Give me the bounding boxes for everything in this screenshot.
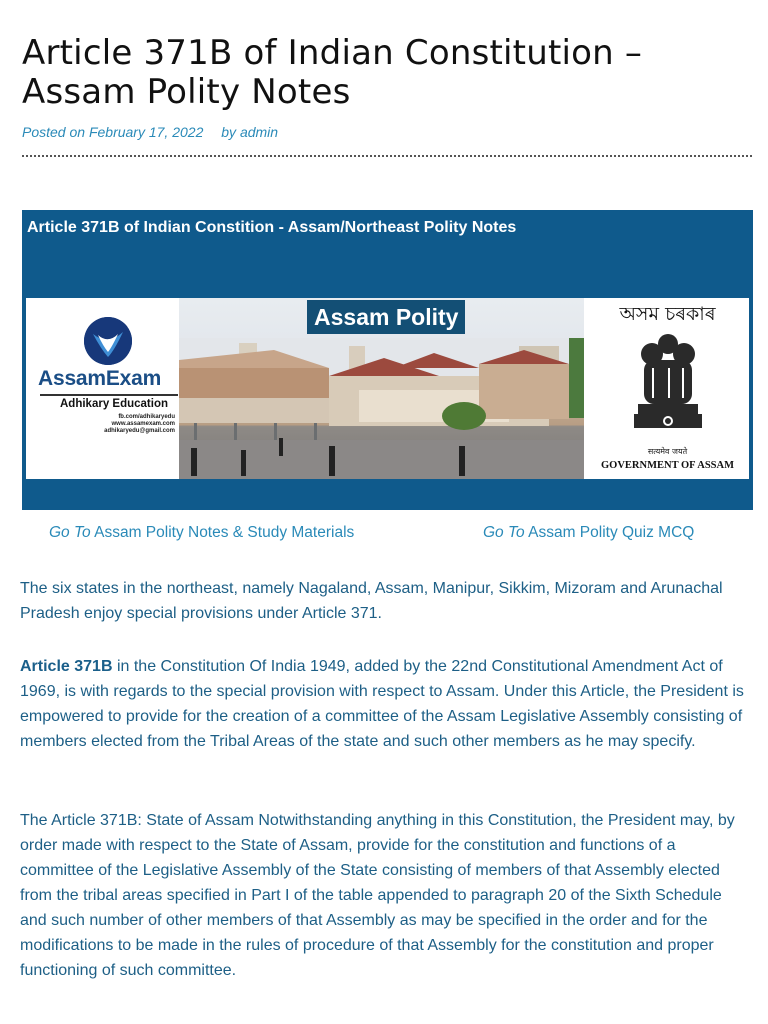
quiz-link-label[interactable]: Assam Polity Quiz MCQ <box>528 524 695 541</box>
gov-name: GOVERNMENT OF ASSAM <box>600 460 734 471</box>
notes-link-prefix: Go To <box>49 524 91 541</box>
logo-contact-web: www.assamexam.com <box>111 421 175 427</box>
page-title: Article 371B of Indian Constitution – Assam Polity Notes <box>22 33 643 112</box>
logo-name: AssamExam <box>38 367 162 390</box>
notes-link[interactable] <box>49 524 354 542</box>
paragraph-article-371b <box>20 654 750 754</box>
banner-photo-label: Assam Polity <box>307 300 465 334</box>
post-meta <box>22 124 278 140</box>
paragraph-intro: The six states in the northeast, namely Nagaland, Assam, Manipur, Sikkim, Mizoram and Arunachal Pradesh enjoy special provisions under Article 371. <box>20 580 723 622</box>
gov-script-title: অসম চৰকাৰ <box>619 303 716 325</box>
quiz-link-prefix: Go To <box>483 524 525 541</box>
logo-divider <box>40 394 178 396</box>
article-371b-bold: Article 371B <box>20 658 113 675</box>
notes-link-label[interactable]: Assam Polity Notes & Study Materials <box>94 524 355 541</box>
logo-tagline: Adhikary Education <box>60 398 168 410</box>
assamexam-logo <box>26 298 179 479</box>
emblem-motto: सत्यमेव जयते <box>647 447 688 456</box>
title-divider <box>22 155 752 157</box>
assembly-building-photo <box>179 298 584 479</box>
national-emblem-icon <box>624 328 712 452</box>
quiz-link[interactable] <box>483 524 694 542</box>
author-link[interactable]: admin <box>239 124 279 140</box>
by-label: by <box>221 124 237 140</box>
featured-banner <box>22 210 753 510</box>
assamexam-logo-icon <box>84 317 132 365</box>
post-date-link[interactable]: February 17, 2022 <box>88 124 204 140</box>
banner-heading: Article 371B of Indian Constition - Assam/Northeast Polity Notes <box>27 219 517 236</box>
banner-image-strip <box>26 298 749 479</box>
logo-contacts <box>104 414 175 435</box>
posted-on-label: Posted on <box>22 124 86 140</box>
government-emblem-panel <box>586 298 749 479</box>
paragraph-article-371b-text: in the Constitution Of India 1949, added by the 22nd Constitutional Amendment Act of 1969, is with regards to the special provision with respect to Assam. Under this Article, the President is empowered to provide for the creation of a committee of the Assam Legislative Assembly consisting of members elected from the Tribal Areas of the state and such other members as he may specify. <box>20 658 744 750</box>
logo-contact-email: adhikaryedu@gmail.com <box>104 428 175 434</box>
paragraph-article-text: The Article 371B: State of Assam Notwithstanding anything in this Constitution, the President may, by order made with respect to the State of Assam, provide for the constitution and functions of a committee of the Legislative Assembly of the State consisting of members of that Assembly elected from the tribal areas specified in Part I of the table appended to paragraph 20 of the Sixth Schedule and such number of other members of that Assembly as may be specified in the order and for the modifications to be made in the rules of procedure of that Assembly for the constitution and proper functioning of such committee. <box>20 812 735 979</box>
logo-contact-fb: fb.com/adhikaryedu <box>118 414 175 420</box>
